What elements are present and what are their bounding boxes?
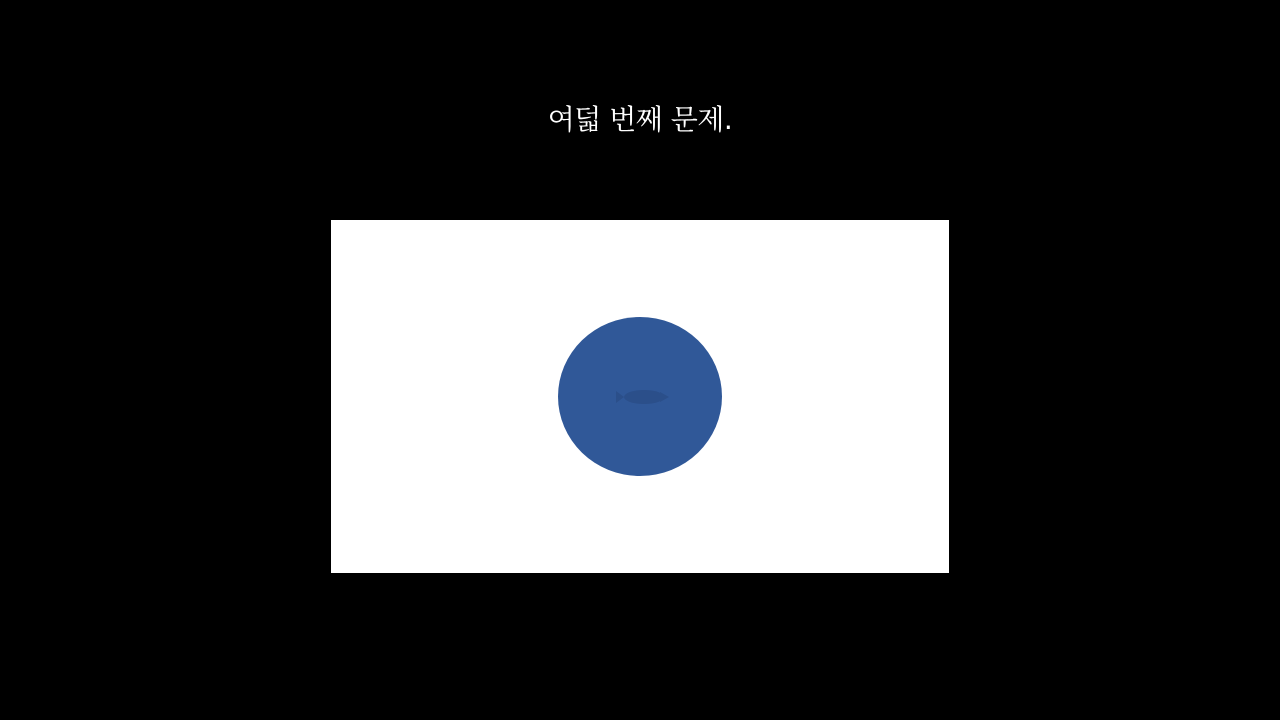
question-slide (331, 220, 949, 573)
question-caption: 여덟 번째 문제. (547, 103, 733, 136)
fish-icon (614, 387, 670, 407)
blue-circle (558, 317, 722, 476)
